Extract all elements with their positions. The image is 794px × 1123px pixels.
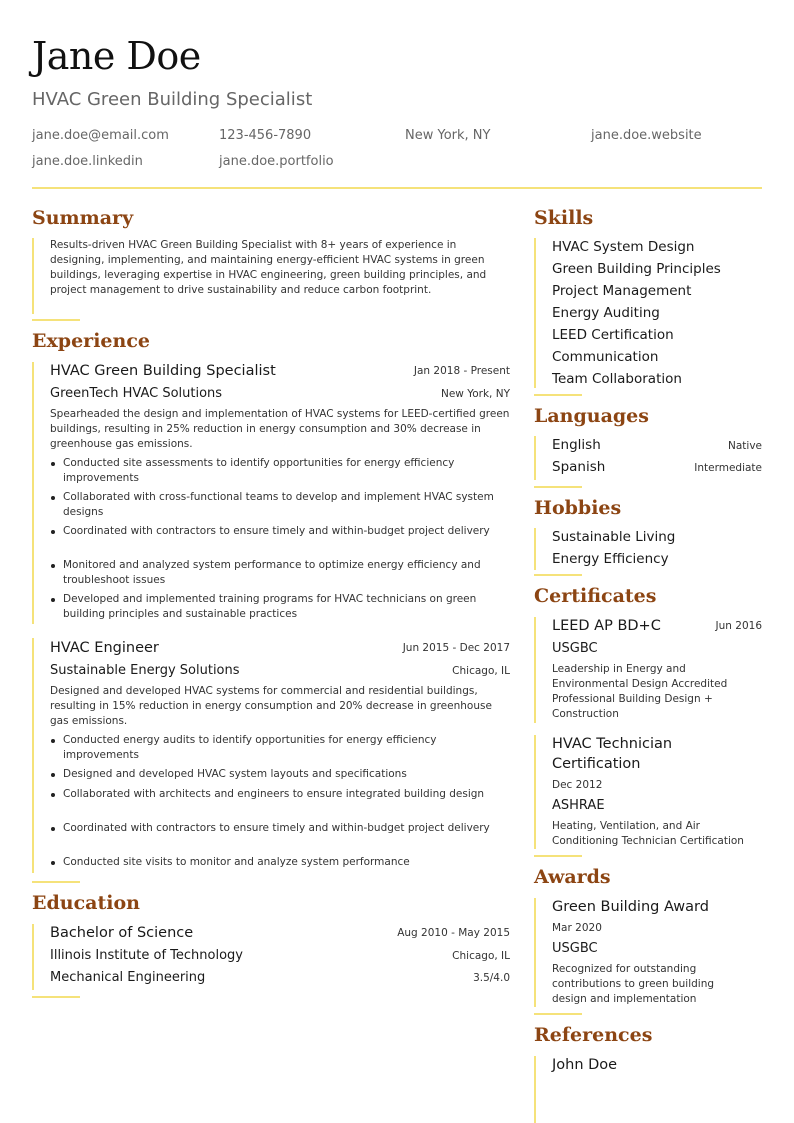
skill-item: Green Building Principles bbox=[552, 261, 721, 277]
contact-portfolio[interactable]: jane.doe.portfolio bbox=[219, 154, 334, 169]
summary-accent-bar bbox=[32, 238, 34, 314]
hobby-item: Energy Efficiency bbox=[552, 551, 669, 567]
languages-heading: Languages bbox=[534, 405, 649, 427]
candidate-name: Jane Doe bbox=[32, 34, 201, 78]
job-bullet: Coordinated with contractors to ensure timely and within-budget project delivery bbox=[63, 524, 510, 539]
hobbies-accent-bar bbox=[534, 528, 536, 570]
hobbies-divider bbox=[534, 574, 582, 576]
contact-phone[interactable]: 123-456-7890 bbox=[219, 128, 312, 143]
job-description: Spearheaded the design and implementation of HVAC systems for LEED-certified green buildings, resulting in 25% reduction in energy consumption and 30% decrease in greenhouse gas emissions. bbox=[50, 408, 510, 450]
certificate-description: Leadership in Energy and Environmental Design Accredited Professional Building Design + Construction bbox=[552, 663, 728, 720]
summary-heading: Summary bbox=[32, 207, 134, 229]
education-school: Illinois Institute of Technology bbox=[50, 948, 243, 963]
experience-divider bbox=[32, 881, 80, 883]
job-bullet: Conducted energy audits to identify opportunities for energy efficiency improvements bbox=[63, 733, 510, 763]
certificates-heading: Certificates bbox=[534, 585, 657, 607]
certificate-name-line-1: HVAC Technician bbox=[552, 736, 673, 752]
job-dates: Jan 2018 - Present bbox=[413, 365, 510, 377]
certificate-accent-bar bbox=[534, 735, 536, 849]
job-accent-bar bbox=[32, 638, 34, 873]
certificate-issuer: USGBC bbox=[552, 641, 598, 656]
skills-heading: Skills bbox=[534, 207, 594, 229]
candidate-title: HVAC Green Building Specialist bbox=[32, 89, 313, 110]
contact-location: New York, NY bbox=[405, 128, 491, 143]
education-dates: Aug 2010 - May 2015 bbox=[397, 927, 510, 939]
skills-accent-bar bbox=[534, 238, 536, 388]
certificate-issuer: ASHRAE bbox=[552, 798, 605, 813]
certificate-date: Jun 2016 bbox=[715, 620, 762, 632]
certificate-name-line-2: Certification bbox=[552, 756, 641, 772]
contact-email[interactable]: jane.doe@email.com bbox=[32, 128, 169, 143]
education-heading: Education bbox=[32, 892, 140, 914]
job-bullet: Collaborated with architects and engineers to ensure integrated building design bbox=[63, 787, 510, 802]
certificate-name: LEED AP BD+C bbox=[552, 618, 661, 634]
certificate-accent-bar bbox=[534, 617, 536, 723]
award-description: Recognized for outstanding contributions to green building design and implementation bbox=[552, 963, 715, 1005]
job-bullet: Coordinated with contractors to ensure timely and within-budget project delivery bbox=[63, 821, 510, 836]
job-bullet: Conducted site assessments to identify opportunities for energy efficiency improvements bbox=[63, 456, 510, 486]
summary-divider bbox=[32, 319, 80, 321]
education-gpa: 3.5/4.0 bbox=[473, 972, 510, 984]
certificate-date: Dec 2012 bbox=[552, 779, 603, 791]
summary-text: Results-driven HVAC Green Building Specialist with 8+ years of experience in designing, implementing, and maintaining energy-efficient HVAC systems in green buildings, leveraging expertise in HVAC engineering, green building principles, and project management to drive sustainability and reduce carbon footprint. bbox=[50, 239, 487, 296]
language-name: English bbox=[552, 437, 601, 453]
education-location: Chicago, IL bbox=[452, 950, 510, 962]
hobbies-heading: Hobbies bbox=[534, 497, 622, 519]
certificate-description: Heating, Ventilation, and Air Conditioning Technician Certification bbox=[552, 820, 744, 847]
education-field: Mechanical Engineering bbox=[50, 970, 206, 985]
skill-item: LEED Certification bbox=[552, 327, 674, 343]
award-issuer: USGBC bbox=[552, 941, 598, 956]
reference-name: John Doe bbox=[552, 1057, 618, 1073]
awards-heading: Awards bbox=[534, 866, 611, 888]
contact-linkedin[interactable]: jane.doe.linkedin bbox=[32, 154, 143, 169]
job-role: HVAC Green Building Specialist bbox=[50, 363, 276, 379]
skill-item: Energy Auditing bbox=[552, 305, 660, 321]
experience-heading: Experience bbox=[32, 330, 150, 352]
job-location: Chicago, IL bbox=[452, 665, 510, 677]
language-name: Spanish bbox=[552, 459, 606, 475]
skill-item: Team Collaboration bbox=[552, 371, 682, 387]
languages-accent-bar bbox=[534, 436, 536, 480]
education-degree: Bachelor of Science bbox=[50, 925, 194, 941]
job-accent-bar bbox=[32, 362, 34, 624]
skill-item: Project Management bbox=[552, 283, 692, 299]
certificates-divider bbox=[534, 855, 582, 857]
job-description: Designed and developed HVAC systems for commercial and residential buildings, resulting in 15% reduction in energy consumption and 20% decrease in greenhouse gas emissions. bbox=[50, 685, 492, 727]
award-date: Mar 2020 bbox=[552, 922, 602, 934]
job-bullet: Conducted site visits to monitor and analyze system performance bbox=[63, 855, 510, 870]
skill-item: Communication bbox=[552, 349, 659, 365]
education-accent-bar bbox=[32, 924, 34, 990]
language-level: Intermediate bbox=[694, 462, 762, 474]
job-bullet: Designed and developed HVAC system layouts and specifications bbox=[63, 767, 510, 782]
header-divider bbox=[32, 187, 762, 189]
job-bullet: Collaborated with cross-functional teams to develop and implement HVAC system designs bbox=[63, 490, 510, 520]
education-divider bbox=[32, 996, 80, 998]
award-name: Green Building Award bbox=[552, 899, 709, 915]
job-bullet: Developed and implemented training programs for HVAC technicians on green building principles and sustainable practices bbox=[63, 592, 510, 622]
awards-accent-bar bbox=[534, 898, 536, 1007]
job-company: Sustainable Energy Solutions bbox=[50, 663, 240, 678]
job-company: GreenTech HVAC Solutions bbox=[50, 386, 223, 401]
job-location: New York, NY bbox=[440, 388, 510, 400]
job-role: HVAC Engineer bbox=[50, 640, 159, 656]
skills-divider bbox=[534, 394, 582, 396]
job-bullet: Monitored and analyzed system performance to optimize energy efficiency and troubleshoot issues bbox=[63, 558, 510, 588]
references-heading: References bbox=[534, 1024, 653, 1046]
hobby-item: Sustainable Living bbox=[552, 529, 676, 545]
job-dates: Jun 2015 - Dec 2017 bbox=[402, 642, 510, 654]
languages-divider bbox=[534, 486, 582, 488]
awards-divider bbox=[534, 1013, 582, 1015]
contact-website[interactable]: jane.doe.website bbox=[591, 128, 702, 143]
language-level: Native bbox=[728, 440, 762, 452]
skill-item: HVAC System Design bbox=[552, 239, 695, 255]
references-accent-bar bbox=[534, 1056, 536, 1123]
